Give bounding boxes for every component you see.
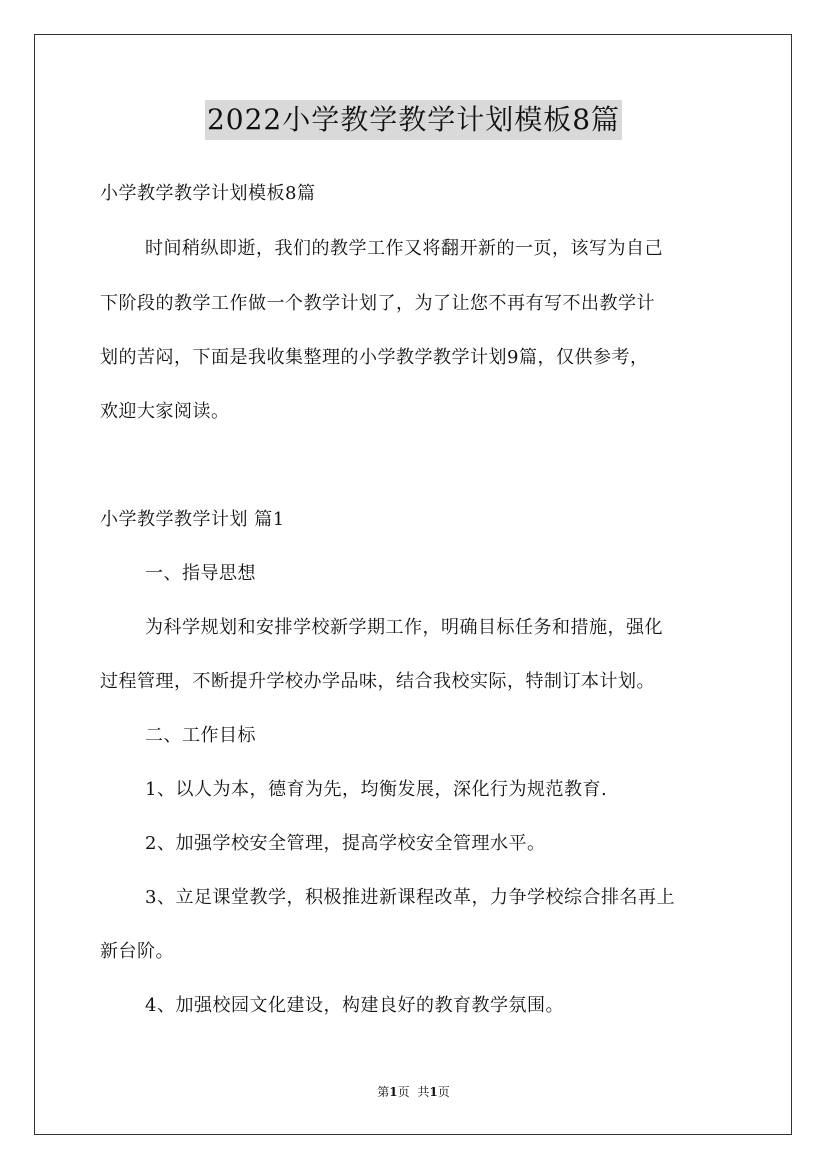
- paragraph-1-line-1: 为科学规划和安排学校新学期工作，明确目标任务和措施，强化: [145, 617, 663, 638]
- title-wrap: [0, 100, 827, 140]
- total-label-suffix: 页: [437, 1085, 450, 1099]
- total-label-prefix: 共: [417, 1085, 430, 1099]
- paragraph-1-line-2: 过程管理，不断提升学校办学品味，结合我校实际，特制订本计划。: [100, 671, 655, 692]
- intro-line-3: 划的苦闷，下面是我收集整理的小学教学教学计划9篇，仅供参考，: [100, 347, 649, 368]
- heading-guiding-thought: 一、指导思想: [145, 563, 256, 584]
- goal-item-2: 2、加强学校安全管理，提高学校安全管理水平。: [145, 833, 546, 854]
- page-label-prefix: 第: [377, 1085, 390, 1099]
- intro-line-1: 时间稍纵即逝，我们的教学工作又将翻开新的一页，该写为自己: [145, 238, 663, 259]
- goal-item-3-line-1: 3、立足课堂教学，积极推进新课程改革，力争学校综合排名再上: [145, 887, 675, 908]
- heading-work-goals: 二、工作目标: [145, 725, 256, 746]
- document-title: 2022小学教学教学计划模板8篇: [205, 100, 622, 140]
- goal-item-4: 4、加强校园文化建设，构建良好的教育教学氛围。: [145, 995, 564, 1016]
- intro-line-2: 下阶段的教学工作做一个教学计划了，为了让您不再有写不出教学计: [100, 293, 655, 314]
- document-subtitle: 小学教学教学计划模板8篇: [100, 183, 316, 204]
- intro-line-4: 欢迎大家阅读。: [100, 401, 230, 422]
- total-pages: 1: [429, 1085, 438, 1099]
- page-number: 1: [389, 1085, 398, 1099]
- goal-item-3-line-2: 新台阶。: [100, 941, 174, 962]
- page-label-suffix: 页: [397, 1085, 410, 1099]
- page-footer: [0, 1084, 827, 1100]
- goal-item-1: 1、以人为本，德育为先，均衡发展，深化行为规范教育.: [145, 779, 608, 800]
- section-title: 小学教学教学计划 篇1: [100, 509, 285, 530]
